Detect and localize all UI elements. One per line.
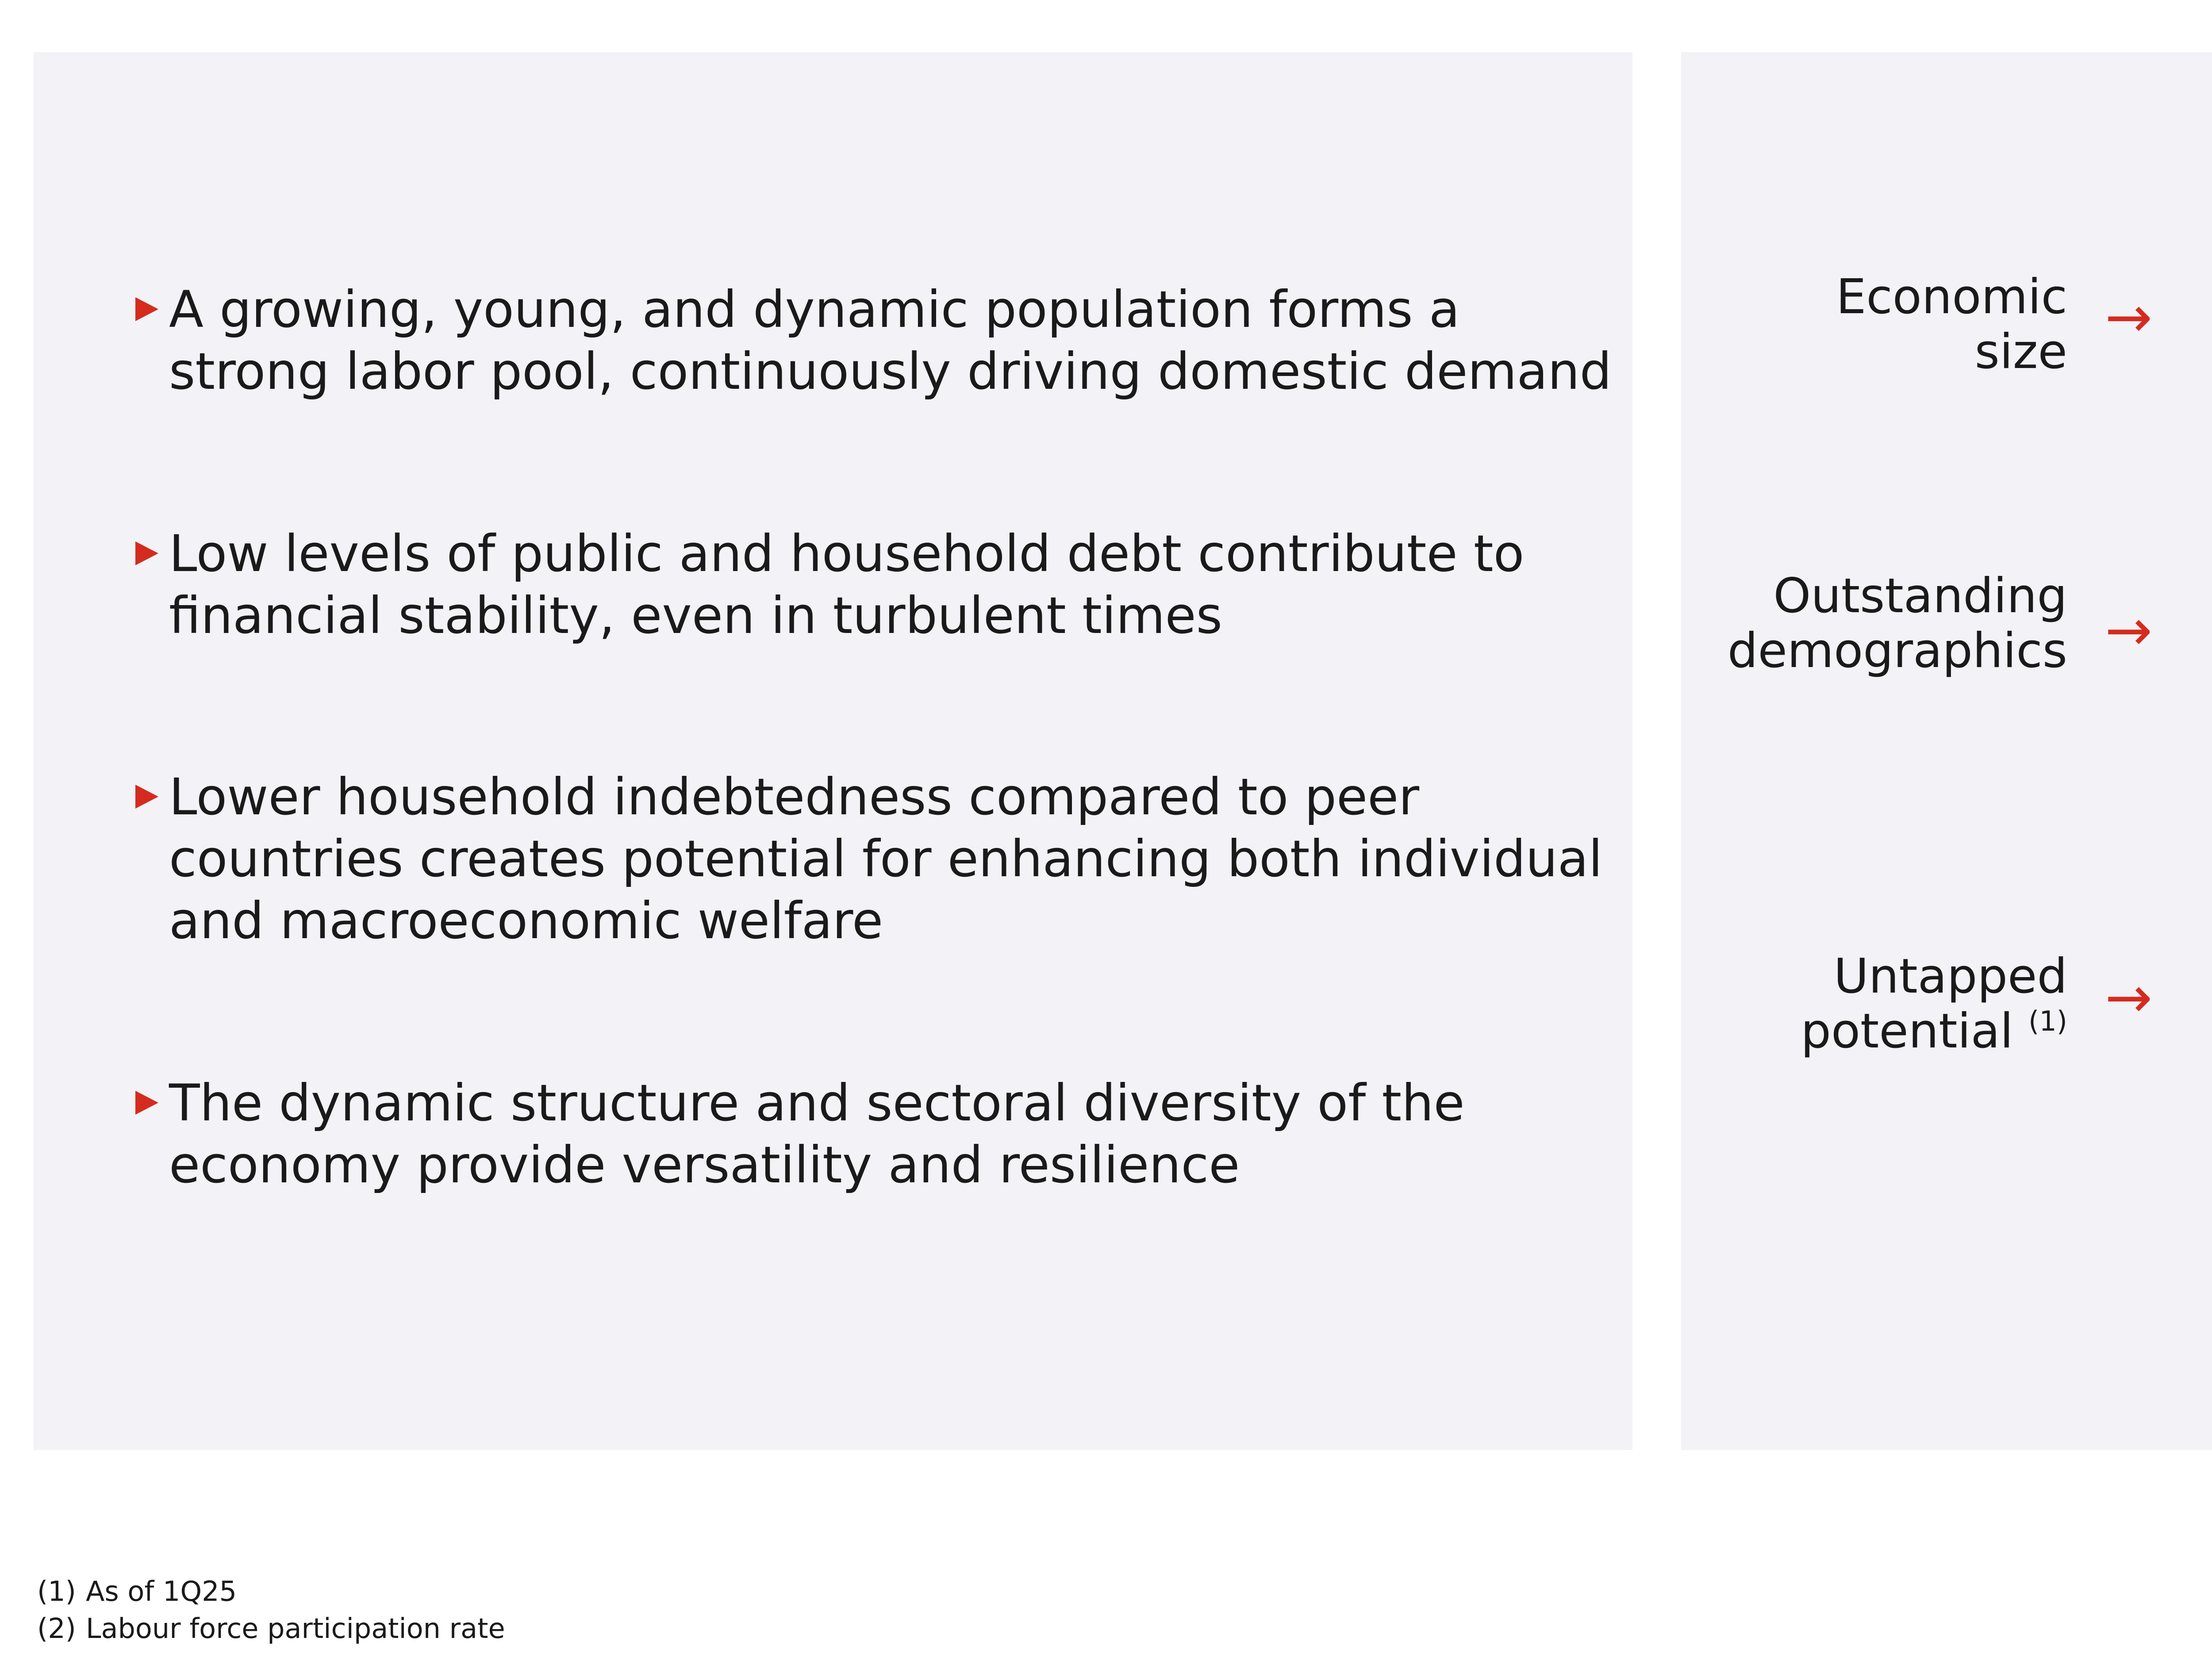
row-label-line: size xyxy=(1974,324,2067,380)
footnotes xyxy=(37,1573,505,1647)
bullet-text: Low levels of public and household debt contribute to financial stability, even in turbulent times xyxy=(169,524,1525,645)
row-label-line: demographics xyxy=(1727,623,2067,679)
row-label-economic-size xyxy=(1669,270,2067,380)
footnote-ref: (1) xyxy=(2028,1005,2067,1037)
row-label-demographics xyxy=(1669,569,2067,679)
key-metrics-panel xyxy=(1681,52,2212,1450)
key-points-panel xyxy=(34,52,1632,1450)
right-arrow-icon: → xyxy=(2105,965,2153,1031)
footnote-item xyxy=(37,1610,505,1647)
triangle-bullet-icon xyxy=(135,1091,158,1115)
footnote-text: Labour force participation rate xyxy=(86,1612,505,1645)
row-label-untapped-potential xyxy=(1669,949,2067,1059)
footnote-number: (1) xyxy=(37,1575,76,1607)
footnote-item xyxy=(37,1573,505,1610)
triangle-bullet-icon xyxy=(135,785,158,809)
bullet-text: A growing, young, and dynamic population forms a strong labor pool, continuously driving domestic demand xyxy=(169,280,1612,401)
triangle-bullet-icon xyxy=(135,297,158,321)
row-label-line: Economic xyxy=(1836,269,2067,325)
row-label-line: potential $^{(1)}$ xyxy=(1801,1004,2067,1059)
triangle-bullet-icon xyxy=(135,541,158,565)
right-arrow-icon: → xyxy=(2105,598,2153,663)
bullet-text: Lower household indebtedness compared to peer countries creates potential for enhancing both individual and macroeconomic welfare xyxy=(169,767,1603,950)
row-label-line: Untapped xyxy=(1833,949,2067,1004)
row-label-line: Outstanding xyxy=(1773,568,2067,624)
right-arrow-icon: → xyxy=(2105,284,2153,350)
footnote-text: As of 1Q25 xyxy=(86,1575,237,1607)
footnote-number: (2) xyxy=(37,1612,76,1645)
bullet-text: The dynamic structure and sectoral diversity of the economy provide versatility and resilience xyxy=(169,1074,1465,1194)
